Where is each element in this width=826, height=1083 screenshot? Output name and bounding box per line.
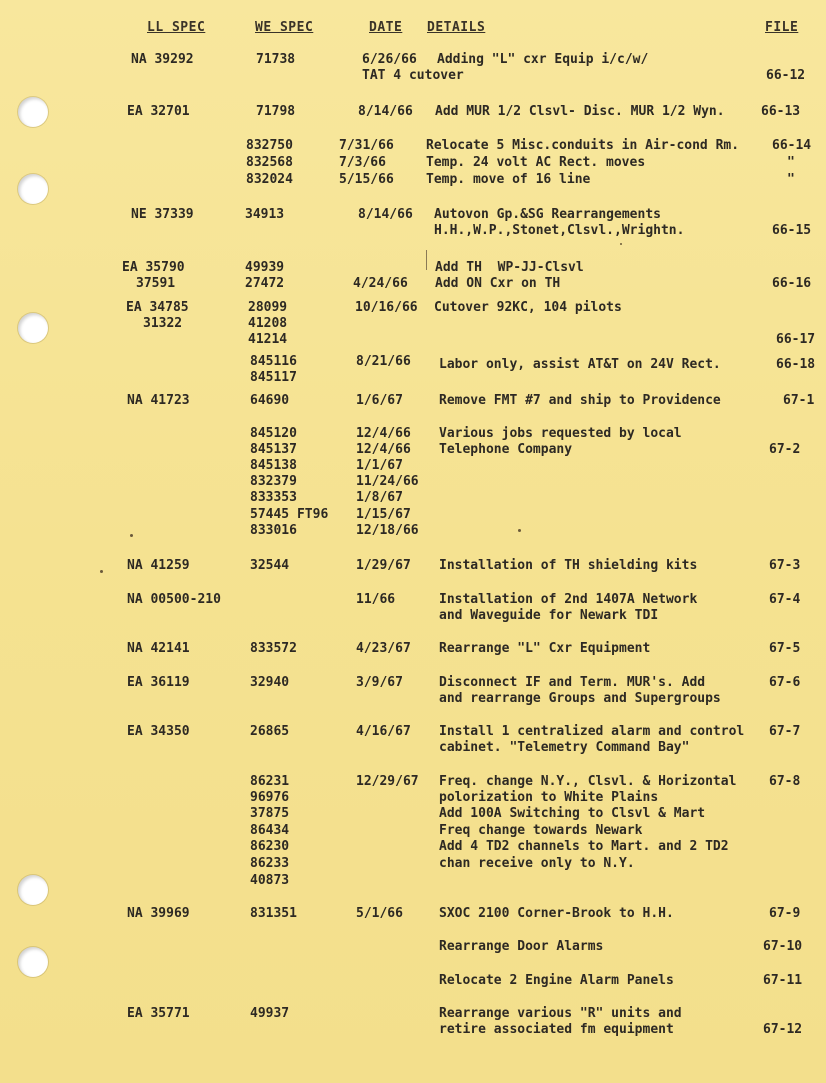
details-line: Telephone Company xyxy=(439,442,573,457)
ll-spec-cell: EA 32701 xyxy=(127,104,190,119)
date-cell: 8/21/66 xyxy=(356,354,411,369)
file-cell: 66-17 xyxy=(776,332,816,347)
date-cell: 1/6/67 xyxy=(356,393,403,408)
details-line: cabinet. "Telemetry Command Bay" xyxy=(439,740,690,755)
file-cell: 67-3 xyxy=(769,558,801,573)
we-spec-cell: 57445 FT96 xyxy=(250,507,329,522)
date-cell: 12/29/67 xyxy=(356,774,419,789)
details-line: Installation of TH shielding kits xyxy=(439,558,698,573)
we-spec-cell: 86233 xyxy=(250,856,290,871)
header-details: DETAILS xyxy=(427,20,486,35)
date-cell: 5/1/66 xyxy=(356,906,403,921)
date-cell: 11/24/66 xyxy=(356,474,419,489)
file-cell: 66-13 xyxy=(761,104,801,119)
date-cell: 6/26/66 xyxy=(362,52,417,67)
file-cell: 67-9 xyxy=(769,906,801,921)
ink-dot xyxy=(100,570,103,573)
date-cell: 11/66 xyxy=(356,592,396,607)
we-spec-cell: 40873 xyxy=(250,873,290,888)
file-cell: 66-12 xyxy=(766,68,806,83)
details-line: Cutover 92KC, 104 pilots xyxy=(434,300,622,315)
date-cell: 7/3/66 xyxy=(339,155,386,170)
details-line: Rearrange various "R" units and xyxy=(439,1006,682,1021)
we-spec-cell: 71798 xyxy=(256,104,296,119)
date-cell: 4/24/66 xyxy=(353,276,408,291)
binder-hole xyxy=(18,97,48,127)
date-cell: 4/23/67 xyxy=(356,641,411,656)
details-line: Remove FMT #7 and ship to Providence xyxy=(439,393,721,408)
file-cell: 67-8 xyxy=(769,774,801,789)
date-cell: 1/29/67 xyxy=(356,558,411,573)
we-spec-cell: 833016 xyxy=(250,523,297,538)
binder-hole xyxy=(18,313,48,343)
we-spec-cell: 86434 xyxy=(250,823,290,838)
we-spec-cell: 37875 xyxy=(250,806,290,821)
header-ll-spec: LL SPEC xyxy=(147,20,206,35)
file-cell: 67-1 xyxy=(783,393,815,408)
header-we-spec: WE SPEC xyxy=(255,20,314,35)
details-line: Install 1 centralized alarm and control xyxy=(439,724,745,739)
ll-spec-cell: NA 42141 xyxy=(127,641,190,656)
we-spec-cell: 64690 xyxy=(250,393,290,408)
file-cell: 67-11 xyxy=(763,973,803,988)
details-line: Add ON Cxr on TH xyxy=(435,276,561,291)
date-cell: 1/8/67 xyxy=(356,490,403,505)
we-spec-cell: 34913 xyxy=(245,207,285,222)
ll-spec-cell: EA 35771 xyxy=(127,1006,190,1021)
ll-spec-cell: NA 41723 xyxy=(127,393,190,408)
binder-hole xyxy=(18,875,48,905)
we-spec-cell: 41208 xyxy=(248,316,288,331)
we-spec-cell: 32544 xyxy=(250,558,290,573)
header-date: DATE xyxy=(369,20,403,35)
date-cell: 12/4/66 xyxy=(356,426,411,441)
file-cell: " xyxy=(787,155,795,170)
details-line: Relocate 5 Misc.conduits in Air-cond Rm. xyxy=(426,138,740,153)
date-cell: 10/16/66 xyxy=(355,300,418,315)
we-spec-cell: 833353 xyxy=(250,490,297,505)
file-cell: 67-10 xyxy=(763,939,803,954)
we-spec-cell: 845116 xyxy=(250,354,297,369)
we-spec-cell: 845120 xyxy=(250,426,297,441)
date-cell: 8/14/66 xyxy=(358,104,413,119)
date-cell: 8/14/66 xyxy=(358,207,413,222)
details-line: polorization to White Plains xyxy=(439,790,659,805)
file-cell: 67-6 xyxy=(769,675,801,690)
ll-spec-cell: EA 35790 xyxy=(122,260,185,275)
we-spec-cell: 832568 xyxy=(246,155,293,170)
details-line: Freq. change N.Y., Clsvl. & Horizontal xyxy=(439,774,737,789)
we-spec-cell: 49937 xyxy=(250,1006,290,1021)
ll-spec-cell: EA 34350 xyxy=(127,724,190,739)
details-line: chan receive only to N.Y. xyxy=(439,856,635,871)
file-cell: 66-18 xyxy=(776,357,816,372)
file-cell: " xyxy=(787,172,795,187)
details-line: Add MUR 1/2 Clsvl- Disc. MUR 1/2 Wyn. xyxy=(435,104,725,119)
details-line: Relocate 2 Engine Alarm Panels xyxy=(439,973,674,988)
details-line: Freq change towards Newark xyxy=(439,823,643,838)
date-cell: 4/16/67 xyxy=(356,724,411,739)
details-line: Temp. 24 volt AC Rect. moves xyxy=(426,155,646,170)
binder-hole xyxy=(18,947,48,977)
we-spec-cell: 832750 xyxy=(246,138,293,153)
details-line: and rearrange Groups and Supergroups xyxy=(439,691,721,706)
details-line: retire associated fm equipment xyxy=(439,1022,674,1037)
file-cell: 67-7 xyxy=(769,724,801,739)
details-line: Add 100A Switching to Clsvl & Mart xyxy=(439,806,706,821)
binder-hole xyxy=(18,174,48,204)
details-line: SXOC 2100 Corner-Brook to H.H. xyxy=(439,906,674,921)
file-cell: 66-15 xyxy=(772,223,812,238)
we-spec-cell: 832024 xyxy=(246,172,293,187)
file-cell: 67-5 xyxy=(769,641,801,656)
we-spec-cell: 845137 xyxy=(250,442,297,457)
we-spec-cell: 833572 xyxy=(250,641,297,656)
details-line: TAT 4 cutover xyxy=(362,68,464,83)
details-line: Installation of 2nd 1407A Network xyxy=(439,592,698,607)
ll-spec-cell: NA 39969 xyxy=(127,906,190,921)
date-cell: 12/4/66 xyxy=(356,442,411,457)
details-line: Add TH WP-JJ-Clsvl xyxy=(435,260,584,275)
ll-spec-cell: EA 34785 xyxy=(126,300,189,315)
details-line: Add 4 TD2 channels to Mart. and 2 TD2 xyxy=(439,839,729,854)
file-cell: 66-16 xyxy=(772,276,812,291)
details-line: H.H.,W.P.,Stonet,Clsvl.,Wrightn. xyxy=(434,223,685,238)
ink-dot xyxy=(518,529,521,532)
we-spec-cell: 831351 xyxy=(250,906,297,921)
we-spec-cell: 28099 xyxy=(248,300,288,315)
date-cell: 1/1/67 xyxy=(356,458,403,473)
we-spec-cell: 832379 xyxy=(250,474,297,489)
ll-spec-cell: NE 37339 xyxy=(131,207,194,222)
we-spec-cell: 32940 xyxy=(250,675,290,690)
we-spec-cell: 27472 xyxy=(245,276,285,291)
ll-spec-cell: EA 36119 xyxy=(127,675,190,690)
we-spec-cell: 96976 xyxy=(250,790,290,805)
ll-spec-cell: NA 41259 xyxy=(127,558,190,573)
details-line: Various jobs requested by local xyxy=(439,426,682,441)
ink-dot xyxy=(620,243,622,245)
we-spec-cell: 41214 xyxy=(248,332,288,347)
we-spec-cell: 86230 xyxy=(250,839,290,854)
details-line: Rearrange Door Alarms xyxy=(439,939,604,954)
ll-spec-cell: 31322 xyxy=(143,316,183,331)
file-cell: 67-2 xyxy=(769,442,801,457)
date-cell: 7/31/66 xyxy=(339,138,394,153)
ll-spec-cell: NA 00500-210 xyxy=(127,592,221,607)
ll-spec-cell: 37591 xyxy=(136,276,176,291)
date-cell: 1/15/67 xyxy=(356,507,411,522)
details-line: Rearrange "L" Cxr Equipment xyxy=(439,641,651,656)
details-line: and Waveguide for Newark TDI xyxy=(439,608,659,623)
details-line: Labor only, assist AT&T on 24V Rect. xyxy=(439,357,721,372)
date-cell: 12/18/66 xyxy=(356,523,419,538)
we-spec-cell: 49939 xyxy=(245,260,285,275)
date-cell: 3/9/67 xyxy=(356,675,403,690)
file-cell: 67-12 xyxy=(763,1022,803,1037)
we-spec-cell: 845138 xyxy=(250,458,297,473)
details-line: Disconnect IF and Term. MUR's. Add xyxy=(439,675,706,690)
ll-spec-cell: NA 39292 xyxy=(131,52,194,67)
details-line: Adding "L" cxr Equip i/c/w/ xyxy=(437,52,649,67)
details-line: Temp. move of 16 line xyxy=(426,172,591,187)
details-line: Autovon Gp.&SG Rearrangements xyxy=(434,207,661,222)
file-cell: 66-14 xyxy=(772,138,812,153)
we-spec-cell: 86231 xyxy=(250,774,290,789)
date-cell: 5/15/66 xyxy=(339,172,394,187)
pencil-mark xyxy=(426,250,427,270)
file-cell: 67-4 xyxy=(769,592,801,607)
we-spec-cell: 71738 xyxy=(256,52,296,67)
we-spec-cell: 26865 xyxy=(250,724,290,739)
ink-dot xyxy=(130,534,133,537)
header-file: FILE xyxy=(765,20,799,35)
we-spec-cell: 845117 xyxy=(250,370,297,385)
